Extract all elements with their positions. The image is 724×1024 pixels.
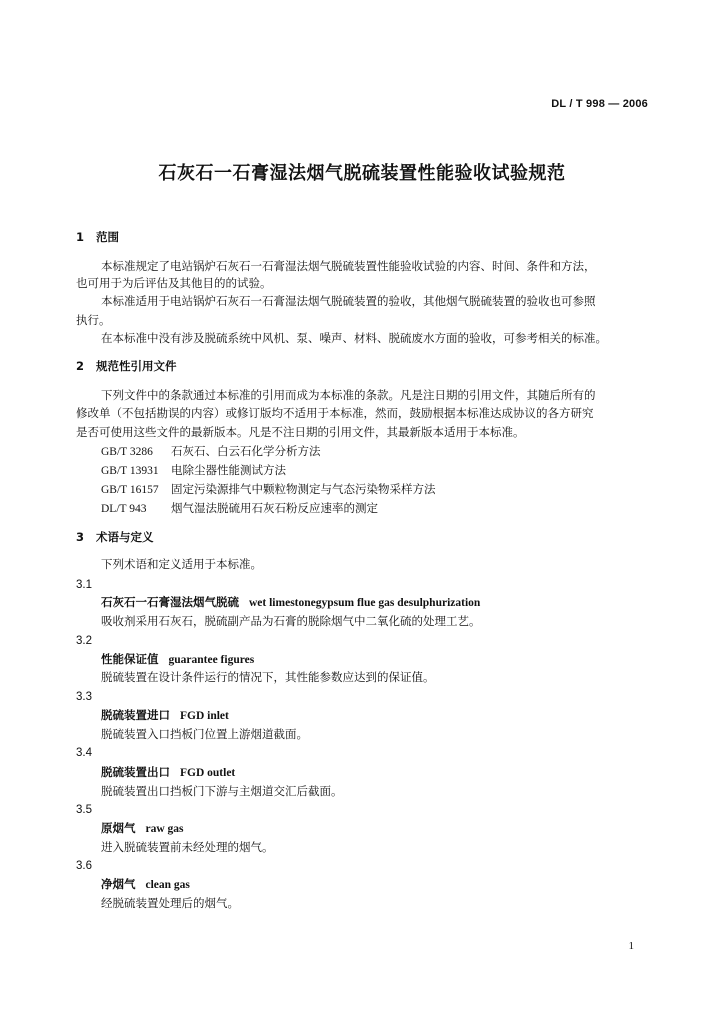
term-definition: 经脱硫装置处理后的烟气。 <box>101 896 239 910</box>
reference-item <box>101 482 436 498</box>
term-entry <box>101 765 235 781</box>
section-2-heading <box>76 359 177 374</box>
section-number: 2 <box>76 359 85 373</box>
paragraph-line: 下列术语和定义适用于本标准。 <box>101 557 262 571</box>
section-number: 3 <box>76 530 85 544</box>
term-definition: 脱硫装置在设计条件运行的情况下，其性能参数应达到的保证值。 <box>101 670 435 684</box>
reference-item <box>101 463 286 479</box>
clause-number: 3.5 <box>76 804 92 816</box>
reference-title: 石灰石、白云石化学分析方法 <box>171 444 321 458</box>
clause-number: 3.4 <box>76 747 92 759</box>
term-chinese: 性能保证值 <box>101 652 159 666</box>
term-english: guarantee figures <box>168 654 255 666</box>
term-english: FGD inlet <box>180 710 229 722</box>
term-chinese: 原烟气 <box>101 821 136 835</box>
term-definition: 吸收剂采用石灰石，脱硫副产品为石膏的脱除烟气中二氧化硫的处理工艺。 <box>101 614 481 628</box>
reference-code: GB/T 3286 <box>101 446 153 458</box>
term-definition: 脱硫装置入口挡板门位置上游烟道截面。 <box>101 727 308 741</box>
term-chinese: 净烟气 <box>101 877 136 891</box>
term-english: wet limestonegypsum flue gas desulphurization <box>249 597 481 609</box>
term-entry <box>101 595 480 611</box>
clause-number: 3.2 <box>76 635 92 647</box>
section-3-heading <box>76 530 154 545</box>
clause-number: 3.6 <box>76 860 92 872</box>
paragraph-line: 下列文件中的条款通过本标准的引用而成为本标准的条款。凡是注日期的引用文件，其随后所有的 <box>101 388 596 402</box>
term-entry <box>101 877 190 893</box>
reference-title: 电除尘器性能测试方法 <box>171 463 286 477</box>
paragraph-line: 本标准适用于电站锅炉石灰石一石膏湿法烟气脱硫装置的验收，其他烟气脱硫装置的验收也可参照 <box>101 294 596 308</box>
clause-number: 3.1 <box>76 579 92 591</box>
term-entry <box>101 821 184 837</box>
paragraph-line: 是否可使用这些文件的最新版本。凡是不注日期的引用文件，其最新版本适用于本标准。 <box>76 425 525 439</box>
paragraph-line: 修改单（不包括勘误的内容）或修订版均不适用于本标准，然而，鼓励根据本标准达成协议的各方研究 <box>76 406 594 420</box>
term-entry <box>101 652 254 668</box>
term-definition: 脱硫装置出口挡板门下游与主烟道交汇后截面。 <box>101 784 343 798</box>
paragraph-line: 本标准规定了电站锅炉石灰石一石膏湿法烟气脱硫装置性能验收试验的内容、时间、条件和方法， <box>101 259 596 273</box>
document-number: DL / T 998 — 2006 <box>551 98 648 110</box>
term-chinese: 石灰石一石膏湿法烟气脱硫 <box>101 595 239 609</box>
page-number: 1 <box>628 940 634 952</box>
section-title: 范围 <box>96 230 119 244</box>
paragraph-line: 在本标准中没有涉及脱硫系统中风机、泵、噪声、材料、脱硫废水方面的验收，可参考相关的标准。 <box>101 331 607 345</box>
paragraph-line: 执行。 <box>76 313 111 327</box>
reference-code: GB/T 16157 <box>101 484 159 496</box>
term-chinese: 脱硫装置进口 <box>101 708 170 722</box>
reference-title: 固定污染源排气中颗粒物测定与气态污染物采样方法 <box>171 482 436 496</box>
paragraph-line: 也可用于为后评估及其他目的的试验。 <box>76 276 272 290</box>
term-definition: 进入脱硫装置前未经处理的烟气。 <box>101 840 274 854</box>
term-english: FGD outlet <box>180 767 236 779</box>
reference-item <box>101 444 321 460</box>
term-chinese: 脱硫装置出口 <box>101 765 170 779</box>
term-entry <box>101 708 229 724</box>
reference-item <box>101 501 378 517</box>
reference-title: 烟气湿法脱硫用石灰石粉反应速率的测定 <box>171 501 378 515</box>
section-title: 术语与定义 <box>96 530 154 544</box>
term-english: raw gas <box>145 823 184 835</box>
clause-number: 3.3 <box>76 691 92 703</box>
document-title: 石灰石一石膏湿法烟气脱硫装置性能验收试验规范 <box>158 163 566 184</box>
reference-code: DL/T 943 <box>101 503 147 515</box>
section-title: 规范性引用文件 <box>96 359 177 373</box>
section-1-heading <box>76 230 119 245</box>
term-english: clean gas <box>145 879 190 891</box>
section-number: 1 <box>76 230 85 244</box>
reference-code: GB/T 13931 <box>101 465 159 477</box>
